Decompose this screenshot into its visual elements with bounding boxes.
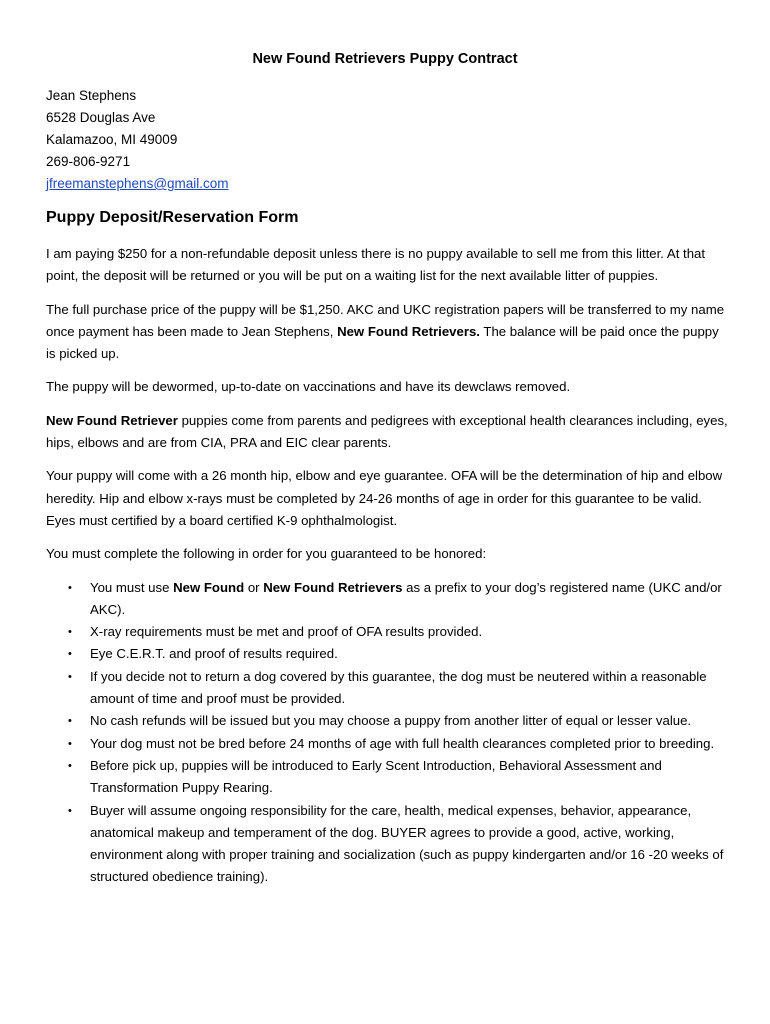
list-item-text: Eye C.E.R.T. and proof of results required. <box>90 646 338 662</box>
list-item-text: Buyer will assume ongoing responsibility for the care, health, medical expenses, behavior, appearance, anatomical makeup and temperament of the dog. BUYER agrees to provide a good, active, working, environment along with proper training and socialization (such as puppy kindergarten and/or 16 -20 weeks of structured obedience training). <box>90 802 724 885</box>
list-item-text: Your dog must not be bred before 24 months of age with full health clearances completed prior to breeding. <box>90 735 715 751</box>
paragraph-price <box>46 299 728 366</box>
list-item-text: If you decide not to return a dog covered by this guarantee, the dog must be neutered within a reasonable amount of time and proof must be provided. <box>90 668 707 707</box>
contact-block <box>46 85 229 195</box>
contact-name: Jean Stephens <box>46 88 137 103</box>
paragraph-health <box>46 410 728 455</box>
bullet-glyph: • <box>68 670 72 683</box>
list-item <box>68 666 728 711</box>
contact-city: Kalamazoo, MI 49009 <box>46 132 178 147</box>
list-item <box>68 710 728 732</box>
list-item-bold-text: New Found <box>173 579 245 595</box>
bullet-glyph: • <box>68 715 72 728</box>
contact-street: 6528 Douglas Ave <box>46 110 156 125</box>
list-item <box>68 577 728 622</box>
bullet-glyph: • <box>68 626 72 639</box>
list-item <box>68 621 728 643</box>
list-item <box>68 755 728 800</box>
list-item-text: X-ray requirements must be met and proof of OFA results provided. <box>90 624 483 640</box>
paragraph-health-kennel-name: New Found Retriever <box>46 412 178 428</box>
list-item-text: You must use <box>90 579 174 595</box>
requirements-list <box>46 577 728 889</box>
bullet-glyph: • <box>68 759 72 772</box>
list-item-text: as a prefix to your dog’s registered name (UKC and/or AKC). <box>90 579 722 617</box>
list-item <box>68 733 728 755</box>
list-item-bold-text: New Found Retrievers <box>263 579 403 595</box>
paragraph-price-kennel-name: New Found Retrievers. <box>337 323 480 339</box>
contact-email-link[interactable]: jfreemanstephens@gmail.com <box>46 176 229 191</box>
contact-phone: 269-806-9271 <box>46 154 131 169</box>
list-item-text: or <box>244 579 264 595</box>
bullet-glyph: • <box>68 737 72 750</box>
paragraph-health-text: puppies come from parents and pedigrees with exceptional health clearances including, eyes, hips, elbows and are from CIA, PRA and EIC clear parents. <box>46 412 728 451</box>
document-title: New Found Retrievers Puppy Contract <box>252 51 518 67</box>
paragraph-guarantee: Your puppy will come with a 26 month hip, elbow and eye guarantee. OFA will be the determination of hip and elbow heredity. Hip and elbow x-rays must be completed by 24-26 months of age in order for this guarantee to be valid. Eyes must certified by a board certified K-9 ophthalmologist. <box>46 468 723 528</box>
paragraph-deposit: I am paying $250 for a non-refundable deposit unless there is no puppy available to sell me from this litter. At that point, the deposit will be returned or you will be put on a waiting list for the next available litter of puppies. <box>46 246 706 284</box>
list-item <box>68 800 728 889</box>
paragraph-care: The puppy will be dewormed, up-to-date on vaccinations and have its dewclaws removed. <box>46 379 571 395</box>
list-item <box>68 643 728 665</box>
section-title: Puppy Deposit/Reservation Form <box>46 209 299 226</box>
bullet-glyph: • <box>68 648 72 661</box>
bullet-glyph: • <box>68 804 72 817</box>
paragraph-price-balance: The balance will be paid once the puppy is picked up. <box>46 323 719 362</box>
paragraph-requirements-intro: You must complete the following in order for you guaranteed to be honored: <box>46 546 487 562</box>
contract-body <box>46 243 728 889</box>
paragraph-price-text: The full purchase price of the puppy will be $1,250. AKC and UKC registration papers will be transferred to my name once payment has been made to Jean Stephens, <box>46 301 725 339</box>
list-item-text: Before pick up, puppies will be introduced to Early Scent Introduction, Behavioral Assessment and Transformation Puppy Rearing. <box>90 757 662 796</box>
list-item-text: No cash refunds will be issued but you may choose a puppy from another litter of equal or lesser value. <box>90 713 692 729</box>
bullet-glyph: • <box>68 581 72 594</box>
